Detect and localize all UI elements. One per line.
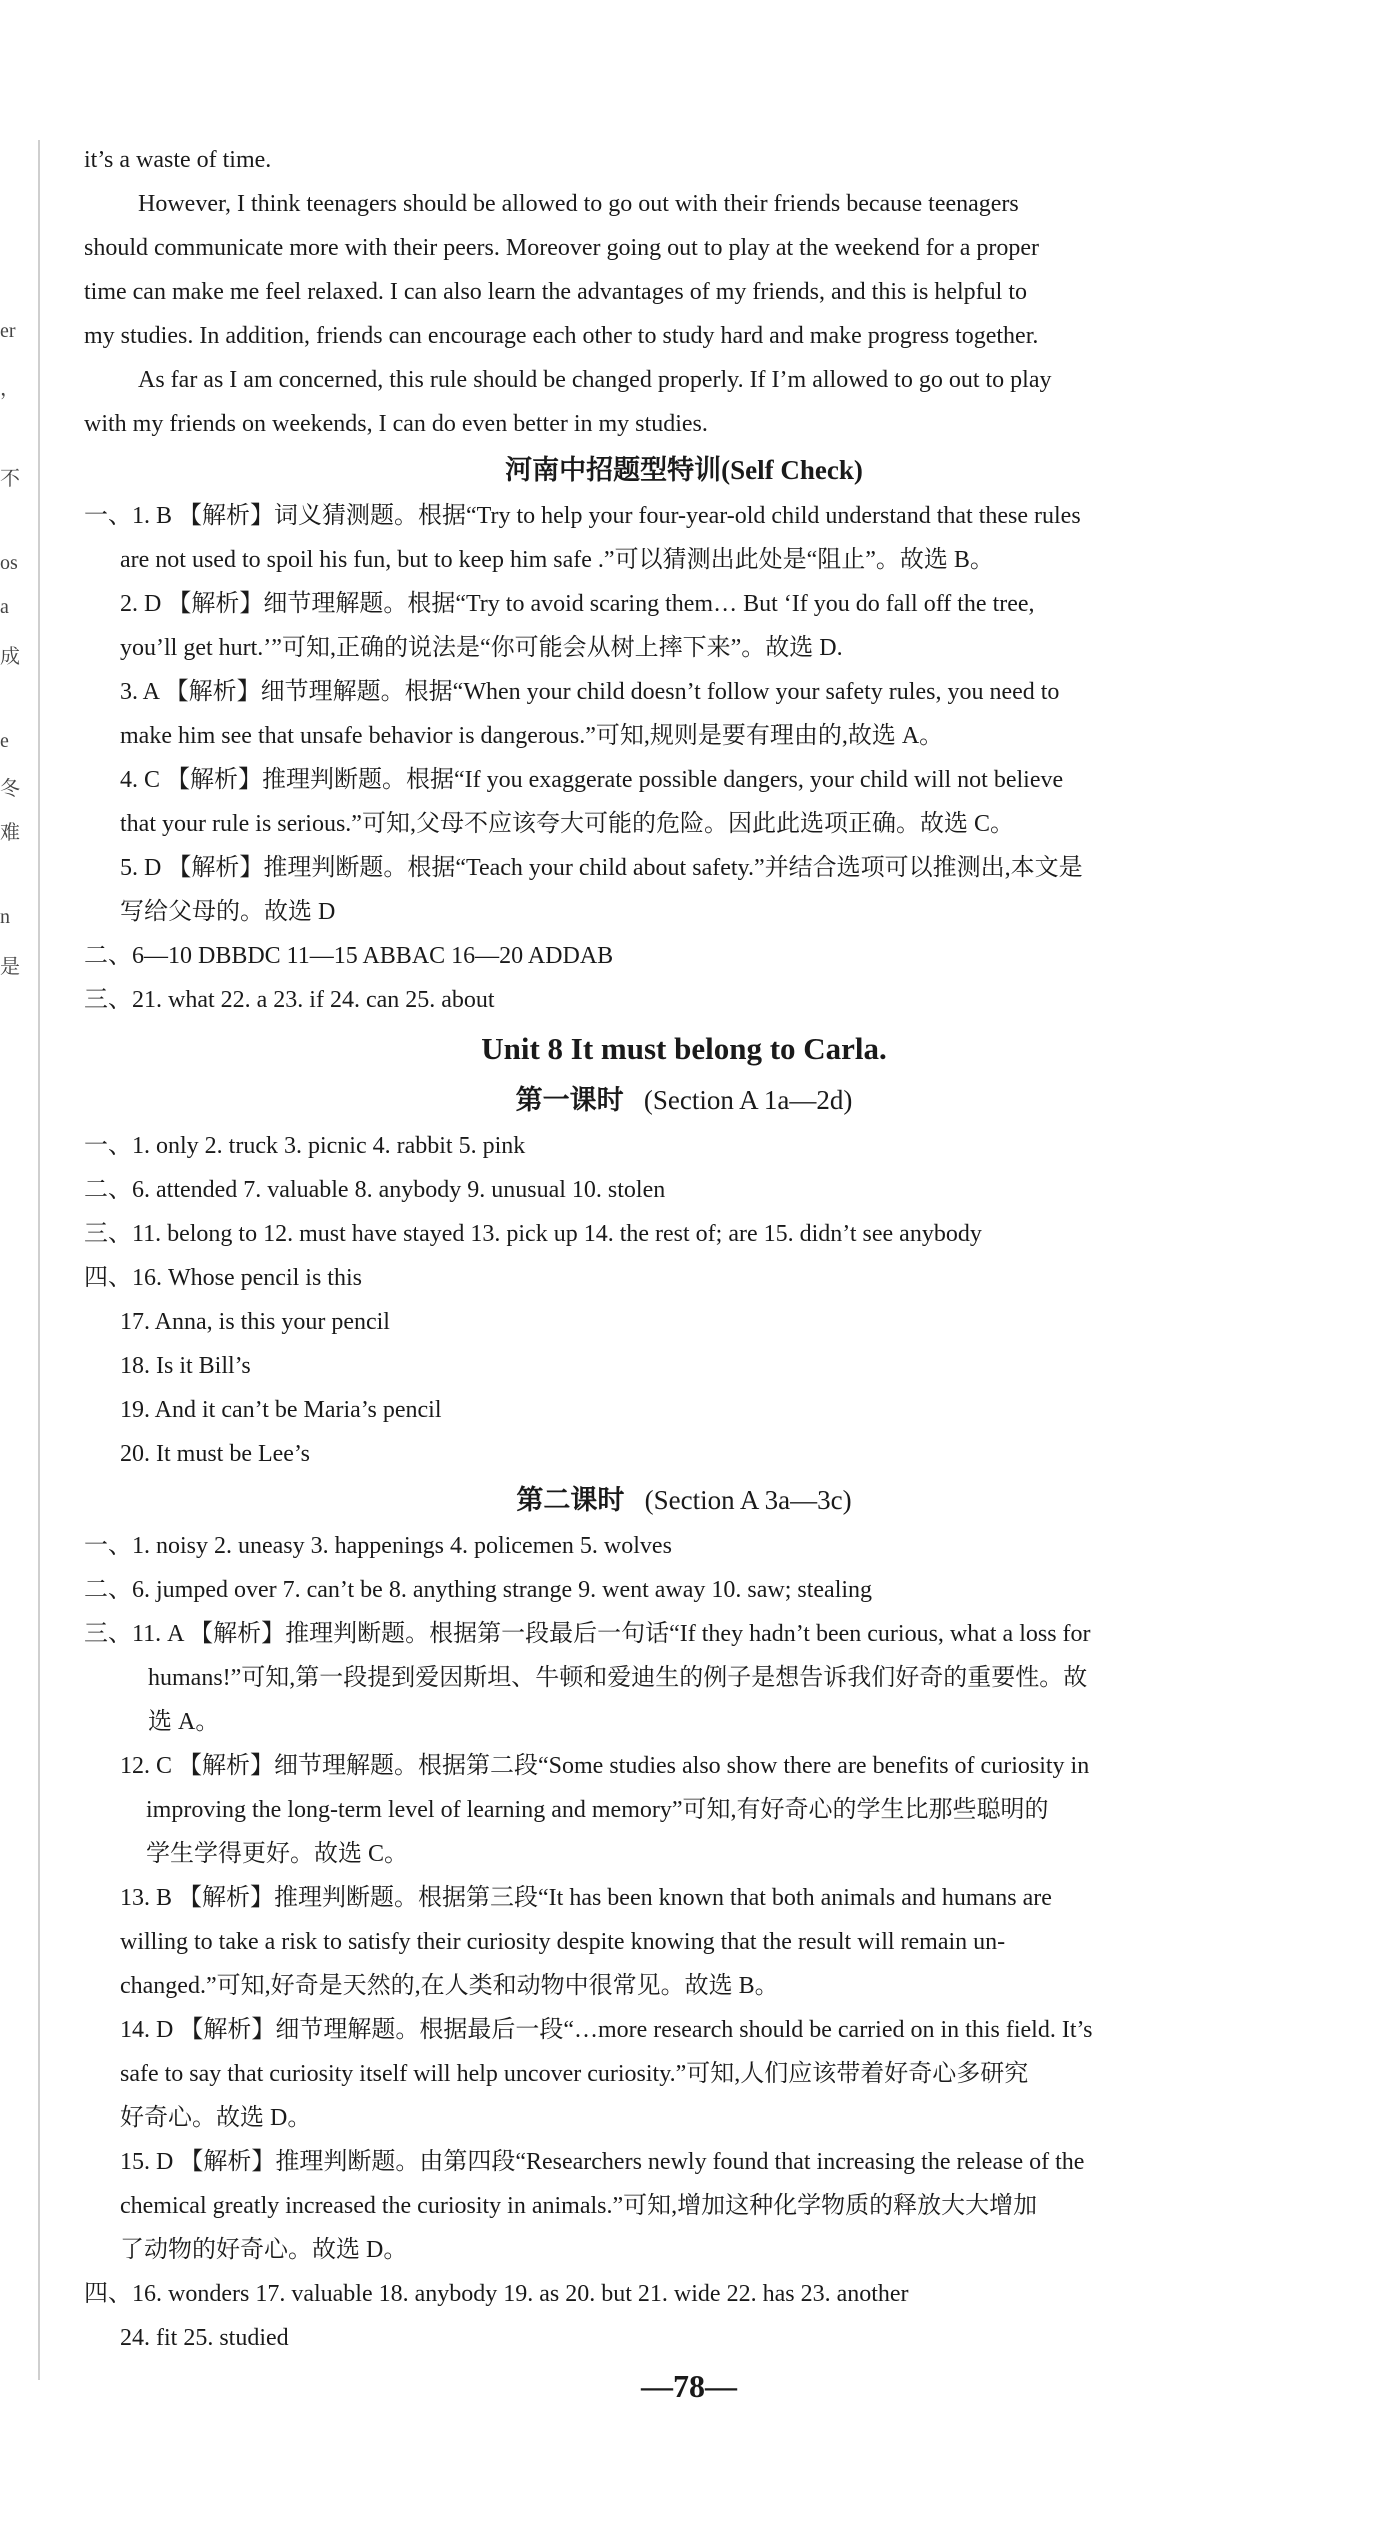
lesson2-q15-line3: 了动物的好奇心。故选 D。 [120,2237,408,2263]
answer-q5-line2: 写给父母的。故选 D [120,899,336,925]
lesson2-heading [84,1476,1284,1524]
intro-line: However, I think teenagers should be allowed to go out with their friends because teenagers [138,191,1019,217]
intro-line: should communicate more with their peers. Moreover going out to play at the weekend for a proper [84,235,1040,261]
margin-fragment: n [0,906,10,928]
lesson2-q14-line1: 14. D 【解析】细节理解题。根据最后一段“…more research should be carried on in this field. It’s [120,2017,1093,2043]
lesson1-line: 18. Is it Bill’s [120,1353,251,1379]
lesson2-q15-line1: 15. D 【解析】推理判断题。由第四段“Researchers newly found that increasing the release of the [120,2149,1085,2175]
intro-line: time can make me feel relaxed. I can also learn the advantages of my friends, and this is helpful to [84,279,1027,305]
lesson2-section: (Section A 3a—3c) [644,1485,852,1515]
answer-part3: 三、21. what 22. a 23. if 24. can 25. about [84,987,495,1013]
lesson2-title: 第二课时 [516,1485,625,1515]
margin-fragment: 冬 [0,778,20,800]
answer-q4-line2: that your rule is serious.”可知,父母不应该夸大可能的危险。因此此选项正确。故选 C。 [120,811,1014,837]
margin-fragment: 不 [0,468,20,490]
intro-line: As far as I am concerned, this rule should be changed properly. If I’m allowed to go out to play [138,367,1052,393]
unit-title: Unit 8 It must belong to Carla. [481,1031,887,1066]
lesson2-q13-line2: willing to take a risk to satisfy their curiosity despite knowing that the result will remain un- [120,1929,1006,1955]
lesson2-part2: 二、6. jumped over 7. can’t be 8. anything strange 9. went away 10. saw; stealing [84,1577,873,1603]
intro-line: it’s a waste of time. [84,147,272,173]
lesson2-q11-line1: 三、11. A 【解析】推理判断题。根据第一段最后一句话“If they hadn’t been curious, what a loss for [84,1621,1091,1647]
answer-q3-line1: 3. A 【解析】细节理解题。根据“When your child doesn’t follow your safety rules, you need to [120,679,1060,705]
answer-q2-line2: you’ll get hurt.’”可知,正确的说法是“你可能会从树上摔下来”。故选 D. [120,635,843,661]
lesson2-part4-line2: 24. fit 25. studied [120,2325,289,2351]
lesson2-part1: 一、1. noisy 2. uneasy 3. happenings 4. policemen 5. wolves [84,1533,672,1559]
answer-q1-line1: 一、1. B 【解析】词义猜测题。根据“Try to help your four-year-old child understand that these rules [84,503,1081,529]
lesson2-q13-line1: 13. B 【解析】推理判断题。根据第三段“It has been known that both animals and humans are [120,1885,1052,1911]
lesson2-q15-line2: chemical greatly increased the curiosity in animals.”可知,增加这种化学物质的释放大大增加 [120,2193,1038,2219]
lesson2-part4-line1: 四、16. wonders 17. valuable 18. anybody 19. as 20. but 21. wide 22. has 23. another [84,2281,909,2307]
margin-fragment: e [0,730,9,752]
margin-fragment: a [0,596,9,618]
lesson1-line: 20. It must be Lee’s [120,1441,310,1467]
lesson1-section: (Section A 1a—2d) [643,1085,853,1115]
margin-fragment: 成 [0,646,20,668]
answer-q1-line2: are not used to spoil his fun, but to keep him safe .”可以猜测出此处是“阻止”。故选 B。 [120,547,994,573]
page-number: —78— [641,2368,737,2404]
margin-fragment: 是 [0,956,20,978]
lesson2-q14-line2: safe to say that curiosity itself will help uncover curiosity.”可知,人们应该带着好奇心多研究 [120,2061,1029,2087]
lesson1-line: 三、11. belong to 12. must have stayed 13. pick up 14. the rest of; are 15. didn’t see anybody [84,1221,982,1247]
answer-key-page [84,138,1284,2360]
margin-fragment: er [0,320,16,342]
lesson2-q12-line2: improving the long-term level of learning and memory”可知,有好奇心的学生比那些聪明的 [146,1797,1049,1823]
lesson1-heading [84,1076,1284,1124]
lesson2-q12-line1: 12. C 【解析】细节理解题。根据第二段“Some studies also show there are benefits of curiosity in [120,1753,1090,1779]
answer-part2: 二、6—10 DBBDC 11—15 ABBAC 16—20 ADDAB [84,943,614,969]
lesson1-line: 17. Anna, is this your pencil [120,1309,390,1335]
margin-fragment: ， [0,378,20,400]
lesson2-q12-line3: 学生学得更好。故选 C。 [146,1841,409,1867]
binding-margin-line [38,140,40,2380]
lesson1-line: 四、16. Whose pencil is this [84,1265,362,1291]
answer-q3-line2: make him see that unsafe behavior is dangerous.”可知,规则是要有理由的,故选 A。 [120,723,944,749]
answer-q4-line1: 4. C 【解析】推理判断题。根据“If you exaggerate possible dangers, your child will not believe [120,767,1064,793]
intro-line: with my friends on weekends, I can do even better in my studies. [84,411,708,437]
lesson2-q11-line3: 选 A。 [148,1709,220,1735]
section-heading-self-check: 河南中招题型特训(Self Check) [505,455,863,485]
lesson1-line: 一、1. only 2. truck 3. picnic 4. rabbit 5. pink [84,1133,526,1159]
answer-q5-line1: 5. D 【解析】推理判断题。根据“Teach your child about safety.”并结合选项可以推测出,本文是 [120,855,1083,881]
intro-line: my studies. In addition, friends can encourage each other to study hard and make progress together. [84,323,1039,349]
lesson1-title: 第一课时 [515,1085,624,1115]
lesson2-q13-line3: changed.”可知,好奇是天然的,在人类和动物中很常见。故选 B。 [120,1973,779,1999]
margin-fragment: os [0,552,18,574]
lesson1-line: 二、6. attended 7. valuable 8. anybody 9. unusual 10. stolen [84,1177,666,1203]
lesson2-q11-line2: humans!”可知,第一段提到爱因斯坦、牛顿和爱迪生的例子是想告诉我们好奇的重要性。故 [148,1665,1088,1691]
lesson1-line: 19. And it can’t be Maria’s pencil [120,1397,442,1423]
answer-q2-line1: 2. D 【解析】细节理解题。根据“Try to avoid scaring them… But ‘If you do fall off the tree, [120,591,1035,617]
lesson2-q14-line3: 好奇心。故选 D。 [120,2105,312,2131]
margin-fragment: 难 [0,822,20,844]
